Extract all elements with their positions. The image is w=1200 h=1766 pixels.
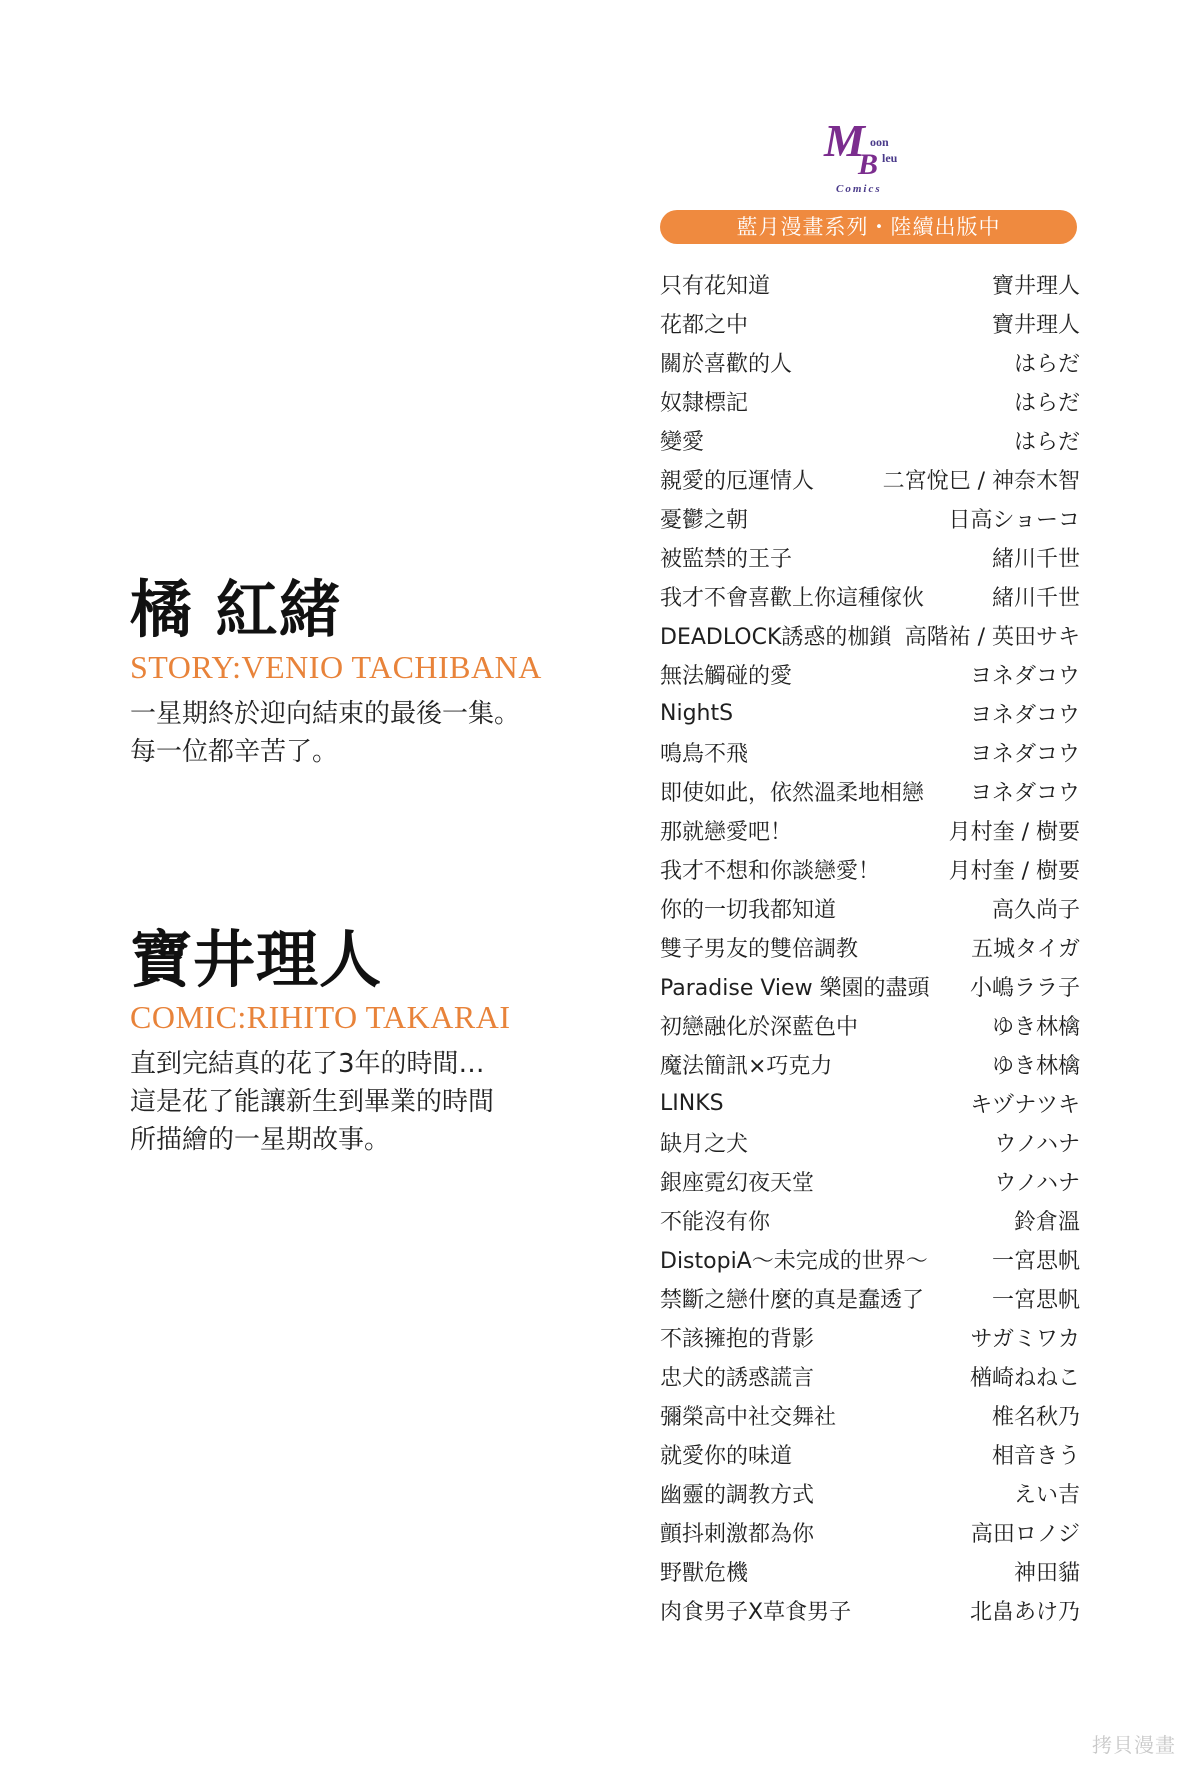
title-list-item — [660, 1552, 1080, 1591]
book-title: 肉食男子X草食男子 — [660, 1600, 852, 1625]
title-list-item — [660, 1513, 1080, 1552]
book-author: 神田貓 — [1013, 1561, 1080, 1586]
book-title: 不該擁抱的背影 — [660, 1327, 815, 1352]
title-list-item — [660, 811, 1080, 850]
book-author: 一宮思帆 — [991, 1288, 1080, 1313]
book-author: 寶井理人 — [991, 313, 1080, 338]
watermark: 拷貝漫畫 — [1092, 1733, 1176, 1757]
book-title: 魔法簡訊×巧克力 — [660, 1054, 833, 1079]
title-list-item — [660, 1279, 1080, 1318]
title-list-item — [660, 928, 1080, 967]
story-message-line: 一星期終於迎向結束的最後一集。 — [130, 699, 521, 729]
svg-text:Comics: Comics — [836, 183, 882, 195]
title-list-item — [660, 772, 1080, 811]
title-list — [660, 265, 1080, 1630]
book-author: 椎名秋乃 — [991, 1405, 1080, 1430]
book-author: ヨネダコウ — [969, 703, 1080, 728]
book-author: 五城タイガ — [971, 937, 1080, 962]
title-list-item — [660, 1084, 1080, 1123]
book-title: 彌榮高中社交舞社 — [660, 1405, 837, 1430]
title-list-item — [660, 577, 1080, 616]
title-list-item — [660, 1591, 1080, 1630]
comic-message-line: 這是花了能讓新生到畢業的時間 — [130, 1087, 495, 1117]
book-author: 緒川千世 — [991, 547, 1080, 572]
book-title: 憂鬱之朝 — [660, 508, 749, 533]
book-author: はらだ — [1013, 430, 1080, 455]
book-author: 高階祐 / 英田サキ — [904, 625, 1080, 650]
title-list-item — [660, 499, 1080, 538]
book-title: 那就戀愛吧！ — [660, 820, 793, 845]
svg-text:leu: leu — [882, 151, 898, 165]
book-author: ヨネダコウ — [969, 781, 1080, 806]
book-title: 只有花知道 — [660, 274, 771, 299]
moon-bleu-logo-icon — [820, 112, 910, 197]
comic-author-block — [130, 925, 600, 1159]
comic-message-line: 所描繪的一星期故事。 — [130, 1125, 391, 1155]
title-list-item — [660, 1006, 1080, 1045]
book-title: 關於喜歡的人 — [660, 352, 793, 377]
story-author-name: 橘 紅緒 — [130, 573, 342, 646]
comic-author-name: 寶井理人 — [130, 923, 383, 996]
book-author: ヨネダコウ — [969, 742, 1080, 767]
book-author: 二宮悅巳 / 神奈木智 — [882, 469, 1080, 494]
book-title: 初戀融化於深藍色中 — [660, 1015, 859, 1040]
title-list-item — [660, 967, 1080, 1006]
book-title: 銀座霓幻夜天堂 — [660, 1171, 815, 1196]
title-list-item — [660, 1318, 1080, 1357]
svg-text:M: M — [824, 115, 865, 166]
book-author: 日高ショーコ — [948, 508, 1080, 533]
book-author: えい吉 — [1013, 1483, 1080, 1508]
book-title: 我才不會喜歡上你這種傢伙 — [660, 586, 925, 611]
book-title: 幽靈的調教方式 — [660, 1483, 815, 1508]
title-list-item — [660, 421, 1080, 460]
book-title: DistopiA～未完成的世界～ — [660, 1249, 928, 1274]
book-title: 禁斷之戀什麼的真是蠢透了 — [660, 1288, 925, 1313]
svg-text:B: B — [858, 148, 879, 181]
book-title: 你的一切我都知道 — [660, 898, 837, 923]
book-author: 一宮思帆 — [991, 1249, 1080, 1274]
book-title: 缺月之犬 — [660, 1132, 749, 1157]
book-author: はらだ — [1013, 352, 1080, 377]
story-message-line: 每一位都辛苦了。 — [130, 737, 339, 767]
book-author: ウノハナ — [994, 1171, 1080, 1196]
book-author: 鈴倉溫 — [1013, 1210, 1080, 1235]
book-author: 月村奎 / 樹要 — [948, 820, 1080, 845]
book-title: LINKS — [660, 1091, 724, 1116]
book-author: 小嶋ララ子 — [969, 976, 1080, 1001]
book-author: 緒川千世 — [991, 586, 1080, 611]
story-author-message — [130, 695, 600, 771]
title-list-item — [660, 733, 1080, 772]
title-list-item — [660, 1162, 1080, 1201]
title-list-item — [660, 655, 1080, 694]
book-title: NightS — [660, 701, 734, 726]
book-author: 高久尚子 — [991, 898, 1080, 923]
title-list-item — [660, 1240, 1080, 1279]
book-title: 無法觸碰的愛 — [660, 664, 793, 689]
book-author: キヅナツキ — [970, 1093, 1080, 1118]
title-list-item — [660, 538, 1080, 577]
book-title: Paradise View 樂園的盡頭 — [660, 976, 930, 1001]
book-title: 我才不想和你談戀愛！ — [660, 859, 881, 884]
book-title: 顫抖刺激都為你 — [660, 1522, 815, 1547]
book-author: ゆき林檎 — [991, 1054, 1080, 1079]
title-list-item — [660, 304, 1080, 343]
book-author: ゆき林檎 — [991, 1015, 1080, 1040]
title-list-item — [660, 265, 1080, 304]
book-author: 相音きう — [991, 1444, 1080, 1469]
book-author: 高田ロノジ — [970, 1522, 1080, 1547]
title-list-item — [660, 850, 1080, 889]
title-list-item — [660, 1435, 1080, 1474]
title-list-item — [660, 382, 1080, 421]
svg-text:oon: oon — [870, 135, 889, 149]
book-title: 忠犬的誘惑謊言 — [660, 1366, 815, 1391]
book-author: 北畠あけ乃 — [969, 1600, 1080, 1625]
book-author: サガミワカ — [970, 1327, 1080, 1352]
book-title: 不能沒有你 — [660, 1210, 771, 1235]
comic-message-line: 直到完結真的花了3年的時間… — [130, 1049, 485, 1079]
book-title: 被監禁的王子 — [660, 547, 793, 572]
book-title: 即使如此，依然溫柔地相戀 — [660, 781, 925, 806]
book-title: 野獸危機 — [660, 1561, 749, 1586]
book-title: 奴隸標記 — [660, 391, 749, 416]
book-title: 親愛的厄運情人 — [660, 469, 815, 494]
title-list-item — [660, 1396, 1080, 1435]
book-title: DEADLOCK誘惑的枷鎖 — [660, 625, 892, 650]
comic-author-credit: COMIC:RIHITO TAKARAI — [130, 999, 511, 1035]
title-list-item — [660, 1045, 1080, 1084]
story-author-credit: STORY:VENIO TACHIBANA — [130, 649, 542, 685]
book-author: はらだ — [1013, 391, 1080, 416]
book-title: 雙子男友的雙倍調教 — [660, 937, 859, 962]
title-list-item — [660, 1357, 1080, 1396]
title-list-item — [660, 1123, 1080, 1162]
title-list-item — [660, 889, 1080, 928]
title-list-item — [660, 343, 1080, 382]
book-title: 鳴鳥不飛 — [660, 742, 749, 767]
title-list-item — [660, 616, 1080, 655]
book-title: 花都之中 — [660, 313, 749, 338]
book-author: 月村奎 / 樹要 — [948, 859, 1080, 884]
book-title: 變愛 — [660, 430, 705, 455]
book-author: 寶井理人 — [991, 274, 1080, 299]
title-list-item — [660, 460, 1080, 499]
title-list-item — [660, 1201, 1080, 1240]
book-title: 就愛你的味道 — [660, 1444, 793, 1469]
book-author: ウノハナ — [994, 1132, 1080, 1157]
comic-author-message — [130, 1045, 600, 1159]
series-banner: 藍月漫畫系列・陸續出版中 — [660, 210, 1077, 244]
book-author: 楢崎ねねこ — [969, 1366, 1080, 1391]
title-list-item — [660, 694, 1080, 733]
title-list-item — [660, 1474, 1080, 1513]
story-author-block — [130, 575, 600, 771]
moon-bleu-comics-logo — [820, 112, 910, 197]
book-author: ヨネダコウ — [969, 664, 1080, 689]
